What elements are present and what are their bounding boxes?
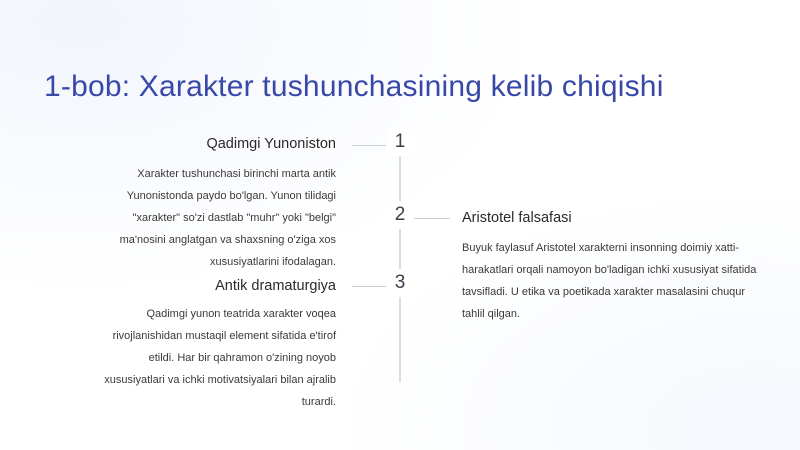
timeline-item-3-text: Qadimgi yunon teatrida xarakter voqea rivojlanishidan mustaqil element sifatida e'tirof etildi. Har bir qahramon o'zining noyob xususiyatlari va ichki motivatsiyalari bilan ajralib turardi. — [104, 308, 336, 408]
timeline-item-1-text: Xarakter tushunchasi birinchi marta antik Yunonistonda paydo bo'lgan. Yunon tilidagi "xarakter" so'zi dastlab "muhr" yoki "belgi" ma'nosini anglatgan va shaxsning o'ziga xos xususiyatlarini ifodalagan. — [119, 168, 336, 268]
timeline-marker-3: 3 — [386, 269, 414, 297]
timeline-item-1-heading: Qadimgi Yunoniston — [206, 136, 336, 152]
timeline-item-3-heading: Antik dramaturgiya — [215, 278, 336, 294]
timeline-line — [399, 150, 401, 382]
timeline-connector-1 — [352, 145, 386, 146]
timeline-connector-3 — [352, 286, 386, 287]
timeline-connector-2 — [414, 218, 450, 219]
timeline-item-2-heading: Aristotel falsafasi — [462, 210, 572, 226]
timeline-marker-1: 1 — [386, 128, 414, 156]
slide-title: 1-bob: Xarakter tushunchasining kelib chiqishi — [44, 70, 664, 103]
timeline-marker-2: 2 — [386, 201, 414, 229]
timeline-item-2-text: Buyuk faylasuf Aristotel xarakterni insonning doimiy xatti-harakatlari orqali namoyon bo'ladigan ichki xususiyat sifatida tavsifladi. U etika va poetikada xarakter masalasini chuqur tahlil qilgan. — [462, 242, 757, 320]
